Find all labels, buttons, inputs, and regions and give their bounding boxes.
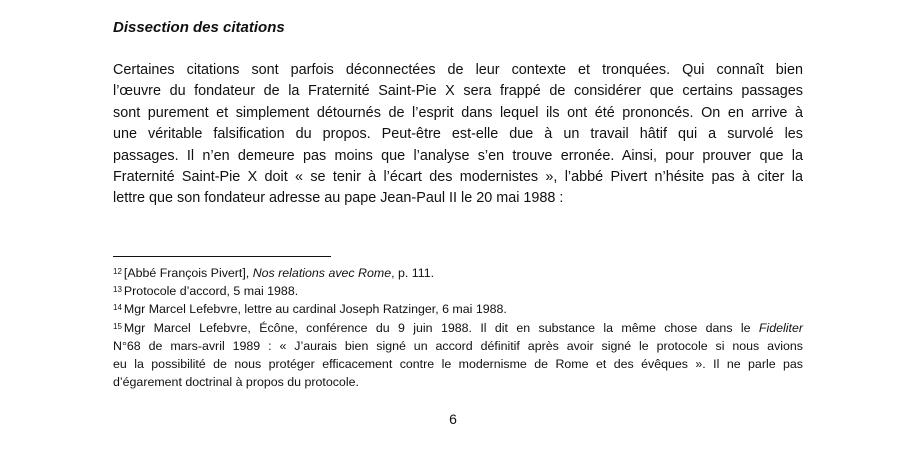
footnote-line: N°68 de mars-avril 1989 : « J’aurais bien signé un accord définitif après avoir signé le protocole si nous avions	[113, 338, 803, 353]
footnote-12	[113, 264, 803, 282]
footnote-15	[113, 319, 803, 392]
paragraph-line: Fraternité Saint-Pie X doit « se tenir à l’écart des modernistes », l’abbé Pivert n’hésite pas à citer la	[113, 169, 803, 186]
footnote-text: Mgr Marcel Lefebvre, lettre au cardinal Joseph Ratzinger, 6 mai 1988.	[123, 302, 507, 317]
footnote-14	[113, 300, 803, 318]
footnote-13	[113, 282, 803, 300]
paragraph-line: passages. Il n’en demeure pas moins que l’analyse s’en trouve erronée. Ainsi, pour prouver que la	[113, 147, 803, 164]
footnote-title: Nos relations avec Rome	[252, 266, 392, 280]
footnote-line	[113, 319, 803, 337]
footnote-line: d’égarement doctrinal à propos du protocole.	[113, 375, 359, 390]
paragraph-line: sont purement et simplement détournés de l’esprit dans lequel ils ont été prononcés. On en arrive à	[113, 104, 803, 121]
footnotes	[113, 264, 803, 391]
paragraph-line: Certaines citations sont parfois déconnectées de leur contexte et tronquées. Qui connaît bien	[113, 62, 803, 78]
footnote-number: 15	[113, 321, 122, 331]
footnote-text: Mgr Marcel Lefebvre, Écône, conférence du 9 juin 1988. Il dit en substance la même chose dans le	[123, 320, 759, 335]
body-paragraph	[113, 60, 803, 210]
paragraph-line: une véritable falsification du propos. Peut-être est-elle due à un travail hâtif qui a survolé les	[113, 126, 803, 143]
footnote-text: Protocole d’accord, 5 mai 1988.	[123, 284, 299, 299]
footnote-text: [Abbé François Pivert],	[123, 266, 253, 280]
footnote-text: , p. 111.	[391, 266, 435, 280]
footnote-line: eu la possibilité de nous protéger efficacement contre le modernisme de Rome et des évêques ». Il ne parle pas	[113, 357, 803, 372]
paragraph-line: l’œuvre du fondateur de la Fraternité Saint-Pie X sera frappé de considérer que certains passages	[113, 83, 803, 100]
footnote-number: 13	[113, 285, 122, 295]
page-number: 6	[449, 411, 457, 427]
footnote-title: Fideliter	[758, 320, 803, 335]
section-heading: Dissection des citations	[113, 19, 285, 36]
footnote-number: 14	[113, 303, 122, 313]
footnote-separator	[113, 256, 331, 257]
paragraph-line: lettre que son fondateur adresse au pape Jean-Paul II le 20 mai 1988 :	[113, 190, 564, 207]
footnote-number: 12	[113, 267, 122, 276]
